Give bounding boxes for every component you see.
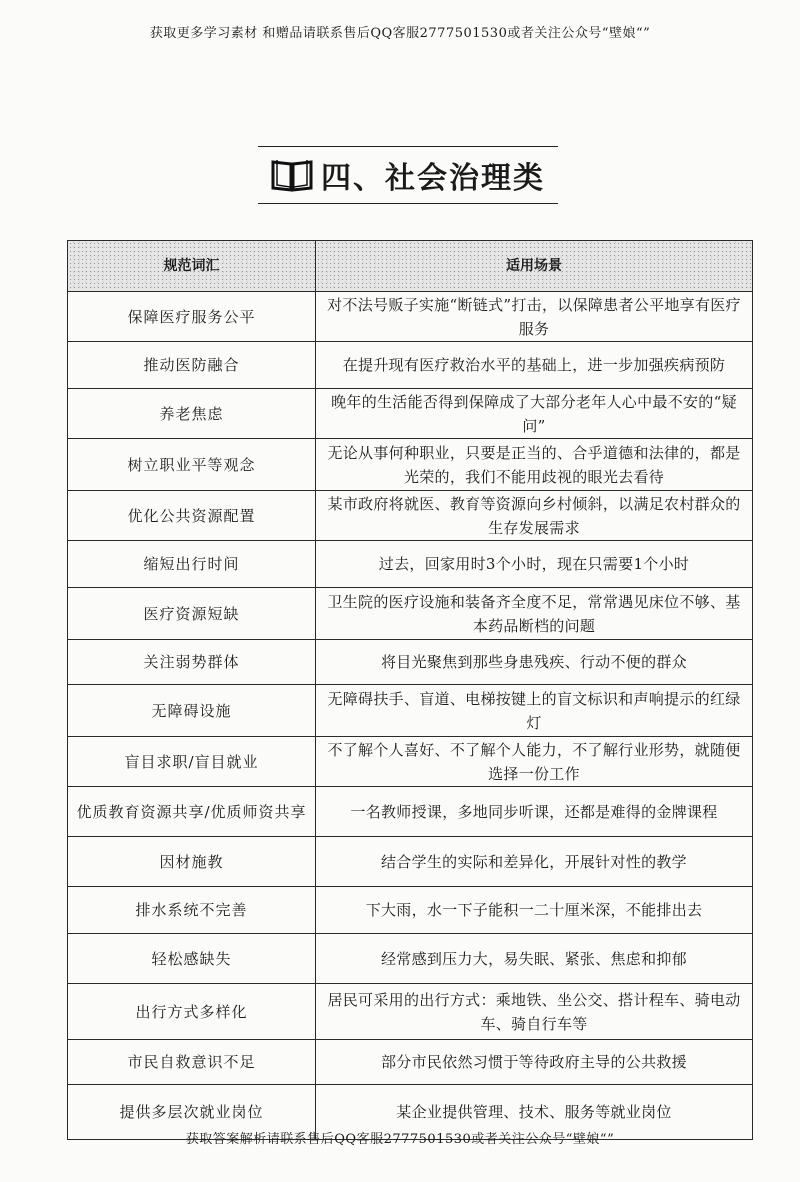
section-title-block bbox=[258, 146, 558, 204]
term-cell: 提供多层次就业岗位 bbox=[68, 1085, 316, 1140]
scene-cell: 结合学生的实际和差异化，开展针对性的教学 bbox=[316, 837, 753, 887]
term-cell: 保障医疗服务公平 bbox=[68, 292, 316, 342]
table-header-row bbox=[68, 241, 753, 292]
vocabulary-table bbox=[67, 240, 753, 1140]
term-cell: 优化公共资源配置 bbox=[68, 491, 316, 541]
term-cell: 出行方式多样化 bbox=[68, 984, 316, 1040]
term-cell: 排水系统不完善 bbox=[68, 887, 316, 934]
table-row bbox=[68, 984, 753, 1040]
scene-cell: 在提升现有医疗救治水平的基础上，进一步加强疾病预防 bbox=[316, 342, 753, 389]
scene-cell: 无障碍扶手、盲道、电梯按键上的盲文标识和声响提示的红绿灯 bbox=[316, 685, 753, 737]
table-row bbox=[68, 787, 753, 837]
table-row bbox=[68, 934, 753, 984]
scene-cell: 卫生院的医疗设施和装备齐全度不足，常常遇见床位不够、基本药品断档的问题 bbox=[316, 588, 753, 640]
scene-cell: 不了解个人喜好、不了解个人能力，不了解行业形势，就随便选择一份工作 bbox=[316, 737, 753, 787]
scene-cell: 无论从事何种职业，只要是正当的、合乎道德和法律的，都是光荣的，我们不能用歧视的眼光去看待 bbox=[316, 439, 753, 491]
table-row bbox=[68, 588, 753, 640]
term-cell: 市民自救意识不足 bbox=[68, 1040, 316, 1085]
term-cell: 无障碍设施 bbox=[68, 685, 316, 737]
scene-cell: 某市政府将就医、教育等资源向乡村倾斜，以满足农村群众的生存发展需求 bbox=[316, 491, 753, 541]
table-row bbox=[68, 439, 753, 491]
scene-cell: 过去，回家用时3个小时，现在只需要1个小时 bbox=[316, 541, 753, 588]
table-row bbox=[68, 389, 753, 439]
table-row bbox=[68, 685, 753, 737]
term-cell: 盲目求职/盲目就业 bbox=[68, 737, 316, 787]
term-cell: 因材施教 bbox=[68, 837, 316, 887]
column-header-scene: 适用场景 bbox=[316, 241, 753, 292]
term-cell: 缩短出行时间 bbox=[68, 541, 316, 588]
term-cell: 优质教育资源共享/优质师资共享 bbox=[68, 787, 316, 837]
table-row bbox=[68, 541, 753, 588]
scene-cell: 一名教师授课，多地同步听课，还都是难得的金牌课程 bbox=[316, 787, 753, 837]
scene-cell: 部分市民依然习惯于等待政府主导的公共救援 bbox=[316, 1040, 753, 1085]
scene-cell: 某企业提供管理、技术、服务等就业岗位 bbox=[316, 1085, 753, 1140]
table-row bbox=[68, 491, 753, 541]
scene-cell: 下大雨，水一下子能积一二十厘米深，不能排出去 bbox=[316, 887, 753, 934]
scene-cell: 经常感到压力大，易失眠、紧张、焦虑和抑郁 bbox=[316, 934, 753, 984]
term-cell: 推动医防融合 bbox=[68, 342, 316, 389]
table-row bbox=[68, 640, 753, 685]
table-row bbox=[68, 342, 753, 389]
scene-cell: 对不法号贩子实施“断链式”打击，以保障患者公平地享有医疗服务 bbox=[316, 292, 753, 342]
column-header-term: 规范词汇 bbox=[68, 241, 316, 292]
table-row bbox=[68, 887, 753, 934]
table-row bbox=[68, 737, 753, 787]
term-cell: 树立职业平等观念 bbox=[68, 439, 316, 491]
header-note: 获取更多学习素材 和赠品请联系售后QQ客服2777501530或者关注公众号“壁娘“” bbox=[149, 26, 651, 41]
term-cell: 医疗资源短缺 bbox=[68, 588, 316, 640]
table-row bbox=[68, 837, 753, 887]
table-row bbox=[68, 292, 753, 342]
section-title: 四、社会治理类 bbox=[321, 161, 545, 196]
table-row bbox=[68, 1040, 753, 1085]
footer-note: 获取答案解析请联系售后QQ客服2777501530或者关注公众号“壁娘“” bbox=[185, 1132, 615, 1147]
scene-cell: 将目光聚焦到那些身患残疾、行动不便的群众 bbox=[316, 640, 753, 685]
term-cell: 关注弱势群体 bbox=[68, 640, 316, 685]
scene-cell: 晚年的生活能否得到保障成了大部分老年人心中最不安的“疑问” bbox=[316, 389, 753, 439]
scene-cell: 居民可采用的出行方式：乘地铁、坐公交、搭计程车、骑电动车、骑自行车等 bbox=[316, 984, 753, 1040]
term-cell: 轻松感缺失 bbox=[68, 934, 316, 984]
term-cell: 养老焦虑 bbox=[68, 389, 316, 439]
open-book-icon bbox=[271, 158, 313, 192]
